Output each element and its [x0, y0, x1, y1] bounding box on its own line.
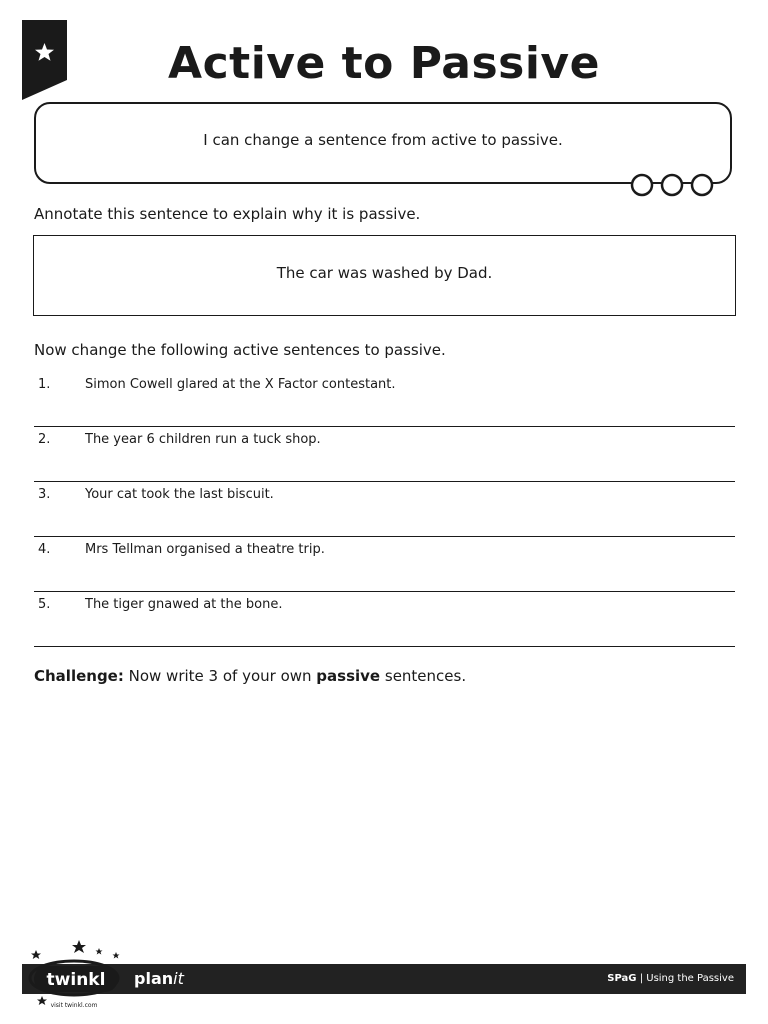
annotate-instruction: Annotate this sentence to explain why it is passive. — [34, 205, 421, 223]
annotate-sentence-box[interactable] — [33, 235, 736, 316]
twinkl-logo[interactable] — [22, 936, 132, 1011]
page-title: Active to Passive — [168, 38, 600, 89]
challenge-text-before: Now write 3 of your own — [123, 667, 317, 685]
footer-subject: SPaG — [607, 973, 637, 984]
footer-topic: SPaG | Using the Passive — [607, 973, 734, 984]
exercise-row[interactable] — [34, 482, 735, 537]
three-circles-icon — [630, 173, 714, 197]
exercise-number: 3. — [38, 487, 51, 502]
annotate-sentence: The car was washed by Dad. — [276, 264, 493, 282]
learning-objective-box — [34, 102, 732, 184]
challenge-text-after: sentences. — [380, 667, 467, 685]
exercise-number: 1. — [38, 377, 51, 392]
exercise-row[interactable] — [34, 427, 735, 482]
challenge-emphasis: passive — [316, 667, 381, 685]
exercise-row[interactable] — [34, 372, 735, 427]
exercise-sentence: Simon Cowell glared at the X Factor contestant. — [85, 377, 396, 392]
twinkl-logo-text: twinkl — [46, 970, 106, 990]
challenge-label: Challenge: — [34, 667, 124, 685]
planit-brand: planit — [134, 969, 184, 988]
exercise-sentence: The year 6 children run a tuck shop. — [85, 432, 321, 447]
exercise-sentence: Mrs Tellman organised a theatre trip. — [85, 542, 325, 557]
exercise-number: 2. — [38, 432, 51, 447]
exercise-sentence: The tiger gnawed at the bone. — [85, 597, 283, 612]
exercise-number: 5. — [38, 597, 51, 612]
exercise-sentence: Your cat took the last biscuit. — [85, 487, 274, 502]
exercise-instruction: Now change the following active sentences to passive. — [34, 341, 446, 359]
exercise-number: 4. — [38, 542, 51, 557]
learning-objective-text: I can change a sentence from active to passive. — [203, 131, 563, 149]
challenge-instruction — [34, 667, 466, 685]
exercise-row[interactable] — [34, 537, 735, 592]
twinkl-url-text: visit twinkl.com — [50, 1002, 98, 1009]
exercise-row[interactable] — [34, 592, 735, 647]
footer-topic-label: Using the Passive — [646, 973, 734, 984]
